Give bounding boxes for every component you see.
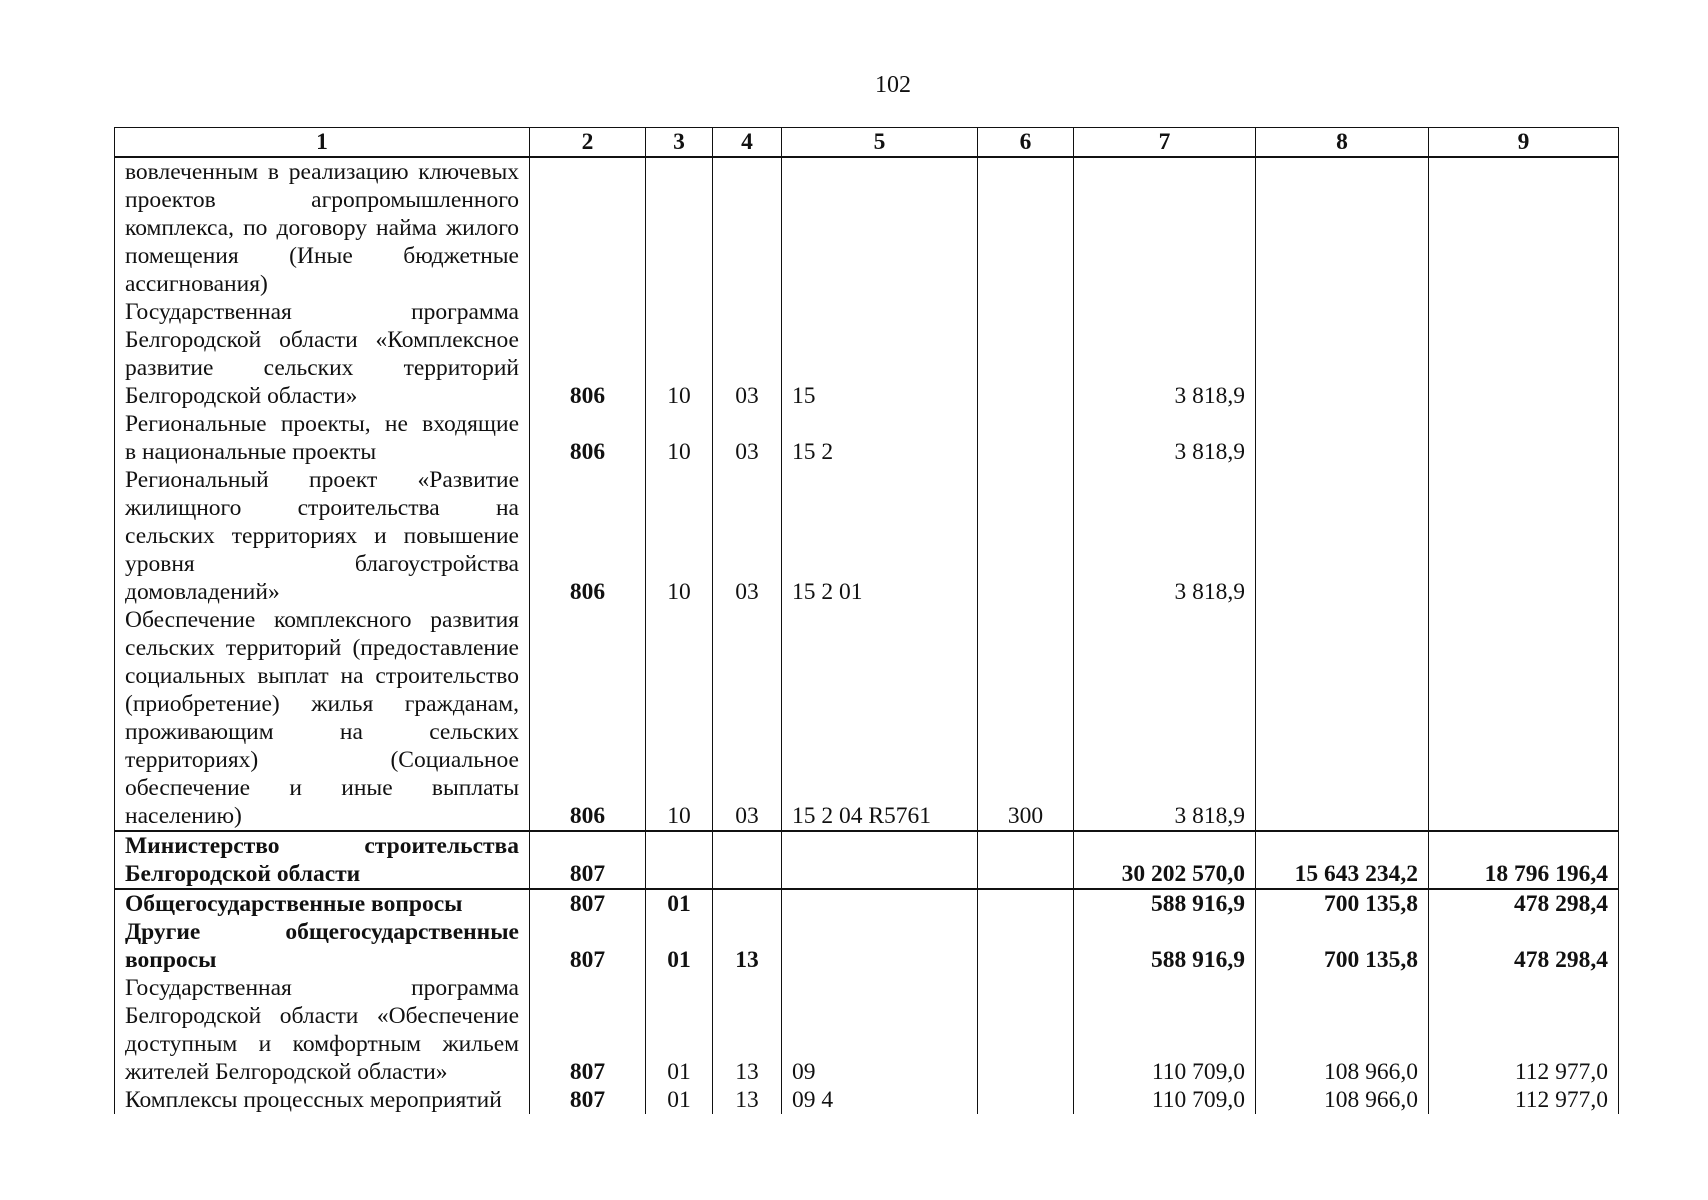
amount-year-2 xyxy=(1256,410,1429,466)
amount-year-3: 112 977,0 xyxy=(1429,1086,1619,1114)
amount-year-3 xyxy=(1429,466,1619,606)
row-name-line: жилищного строительства на xyxy=(125,495,519,521)
row-name-line: Другие общегосударственные xyxy=(125,919,519,945)
amount-year-1: 3 818,9 xyxy=(1074,410,1256,466)
section-code: 01 xyxy=(646,1086,713,1114)
row-name-line: населению) xyxy=(125,803,242,829)
row-name xyxy=(115,410,530,466)
subsection-code: 03 xyxy=(713,410,782,466)
ministry-code xyxy=(530,157,646,298)
row-name-line: комплекса, по договору найма жилого xyxy=(125,215,519,241)
amount-year-1: 588 916,9 xyxy=(1074,918,1256,974)
table-row xyxy=(115,889,1619,918)
row-name-line: сельских территорий (предоставление xyxy=(125,635,519,661)
row-name-line: Региональные проекты, не входящие xyxy=(125,411,519,437)
subsection-code: 13 xyxy=(713,1086,782,1114)
table-row xyxy=(115,298,1619,410)
amount-year-1: 3 818,9 xyxy=(1074,298,1256,410)
amount-year-2 xyxy=(1256,466,1429,606)
amount-year-2: 700 135,8 xyxy=(1256,889,1429,918)
section-code: 01 xyxy=(646,889,713,918)
subsection-code: 03 xyxy=(713,606,782,831)
row-name-line: проживающим на сельских xyxy=(125,719,519,745)
expense-type-code xyxy=(978,410,1074,466)
section-code: 01 xyxy=(646,974,713,1086)
row-name xyxy=(115,918,530,974)
amount-year-2 xyxy=(1256,298,1429,410)
row-name-line: Белгородской области «Обеспечение xyxy=(125,1003,519,1029)
column-header: 3 xyxy=(646,128,713,158)
amount-year-3: 478 298,4 xyxy=(1429,889,1619,918)
row-name-line: Общегосударственные вопросы xyxy=(125,891,463,917)
amount-year-3: 18 796 196,4 xyxy=(1429,831,1619,889)
target-article-code xyxy=(782,918,978,974)
amount-year-1: 30 202 570,0 xyxy=(1074,831,1256,889)
section-code: 01 xyxy=(646,918,713,974)
row-name-line: (приобретение) жилья гражданам, xyxy=(125,691,519,717)
ministry-code: 806 xyxy=(530,410,646,466)
row-name-line: Региональный проект «Развитие xyxy=(125,467,519,493)
amount-year-3 xyxy=(1429,157,1619,298)
row-name-line: уровня благоустройства xyxy=(125,551,519,577)
column-header: 5 xyxy=(782,128,978,158)
amount-year-3: 478 298,4 xyxy=(1429,918,1619,974)
target-article-code: 09 xyxy=(782,974,978,1086)
column-header: 9 xyxy=(1429,128,1619,158)
row-name-line: проектов агропромышленного xyxy=(125,187,519,213)
ministry-code: 807 xyxy=(530,974,646,1086)
column-header: 8 xyxy=(1256,128,1429,158)
ministry-code: 806 xyxy=(530,606,646,831)
table-row xyxy=(115,466,1619,606)
row-name xyxy=(115,606,530,831)
expense-type-code xyxy=(978,918,1074,974)
ministry-code: 806 xyxy=(530,466,646,606)
row-name-line: вопросы xyxy=(125,947,217,973)
row-name-line: ассигнования) xyxy=(125,271,268,297)
section-code: 10 xyxy=(646,606,713,831)
subsection-code xyxy=(713,889,782,918)
row-name xyxy=(115,831,530,889)
row-name xyxy=(115,889,530,918)
row-name xyxy=(115,1086,530,1114)
expense-type-code xyxy=(978,298,1074,410)
ministry-code: 807 xyxy=(530,889,646,918)
row-name-line: доступным и комфортным жильем xyxy=(125,1031,519,1057)
target-article-code: 15 2 01 xyxy=(782,466,978,606)
section-code xyxy=(646,157,713,298)
section-code: 10 xyxy=(646,466,713,606)
amount-year-2: 15 643 234,2 xyxy=(1256,831,1429,889)
ministry-code: 806 xyxy=(530,298,646,410)
subsection-code: 03 xyxy=(713,298,782,410)
subsection-code xyxy=(713,831,782,889)
target-article-code xyxy=(782,157,978,298)
expense-type-code xyxy=(978,1086,1074,1114)
page-number: 102 xyxy=(875,72,911,98)
target-article-code: 15 2 xyxy=(782,410,978,466)
row-name xyxy=(115,298,530,410)
amount-year-1: 110 709,0 xyxy=(1074,1086,1256,1114)
amount-year-3 xyxy=(1429,410,1619,466)
row-name xyxy=(115,974,530,1086)
expense-type-code: 300 xyxy=(978,606,1074,831)
row-name-line: социальных выплат на строительство xyxy=(125,663,519,689)
expense-type-code xyxy=(978,831,1074,889)
row-name-line: домовладений» xyxy=(125,579,280,605)
row-name-line: помещения (Иные бюджетные xyxy=(125,243,519,269)
row-name-line: Комплексы процессных мероприятий xyxy=(125,1087,502,1113)
expense-type-code xyxy=(978,157,1074,298)
target-article-code: 15 2 04 R5761 xyxy=(782,606,978,831)
column-header: 6 xyxy=(978,128,1074,158)
row-name-line: территориях) (Социальное xyxy=(125,747,519,773)
row-name-line: в национальные проекты xyxy=(125,439,377,465)
row-name-line: Министерство строительства xyxy=(125,833,519,859)
subsection-code: 13 xyxy=(713,918,782,974)
amount-year-3 xyxy=(1429,298,1619,410)
amount-year-2: 108 966,0 xyxy=(1256,1086,1429,1114)
expense-type-code xyxy=(978,466,1074,606)
ministry-code: 807 xyxy=(530,918,646,974)
amount-year-1: 588 916,9 xyxy=(1074,889,1256,918)
table-row xyxy=(115,831,1619,889)
ministry-code: 807 xyxy=(530,1086,646,1114)
section-code xyxy=(646,831,713,889)
table-body xyxy=(115,157,1619,1114)
row-name-line: жителей Белгородской области» xyxy=(125,1059,448,1085)
amount-year-1: 110 709,0 xyxy=(1074,974,1256,1086)
target-article-code: 15 xyxy=(782,298,978,410)
section-code: 10 xyxy=(646,410,713,466)
column-header: 2 xyxy=(530,128,646,158)
target-article-code xyxy=(782,889,978,918)
expense-type-code xyxy=(978,974,1074,1086)
column-header: 4 xyxy=(713,128,782,158)
row-name xyxy=(115,466,530,606)
row-name-line: Белгородской области xyxy=(125,861,361,887)
row-name-line: развитие сельских территорий xyxy=(125,355,519,381)
ministry-code: 807 xyxy=(530,831,646,889)
subsection-code xyxy=(713,157,782,298)
table-row xyxy=(115,974,1619,1086)
amount-year-2 xyxy=(1256,606,1429,831)
column-header: 1 xyxy=(115,128,530,158)
row-name-line: Государственная программа xyxy=(125,299,519,325)
table-row xyxy=(115,918,1619,974)
section-code: 10 xyxy=(646,298,713,410)
table-row xyxy=(115,410,1619,466)
amount-year-2: 108 966,0 xyxy=(1256,974,1429,1086)
amount-year-3: 112 977,0 xyxy=(1429,974,1619,1086)
subsection-code: 03 xyxy=(713,466,782,606)
target-article-code xyxy=(782,831,978,889)
column-header: 7 xyxy=(1074,128,1256,158)
table-row xyxy=(115,157,1619,298)
amount-year-1: 3 818,9 xyxy=(1074,606,1256,831)
amount-year-1: 3 818,9 xyxy=(1074,466,1256,606)
budget-table xyxy=(114,127,1619,1114)
target-article-code: 09 4 xyxy=(782,1086,978,1114)
table-row xyxy=(115,606,1619,831)
row-name-line: Обеспечение комплексного развития xyxy=(125,607,519,633)
row-name xyxy=(115,157,530,298)
row-name-line: обеспечение и иные выплаты xyxy=(125,775,519,801)
row-name-line: Белгородской области» xyxy=(125,383,358,409)
table-row xyxy=(115,1086,1619,1114)
amount-year-2: 700 135,8 xyxy=(1256,918,1429,974)
row-name-line: Белгородской области «Комплексное xyxy=(125,327,519,353)
expense-type-code xyxy=(978,889,1074,918)
header-row xyxy=(115,128,1619,158)
subsection-code: 13 xyxy=(713,974,782,1086)
amount-year-1 xyxy=(1074,157,1256,298)
amount-year-2 xyxy=(1256,157,1429,298)
row-name-line: сельских территориях и повышение xyxy=(125,523,519,549)
row-name-line: вовлеченным в реализацию ключевых xyxy=(125,159,519,185)
amount-year-3 xyxy=(1429,606,1619,831)
row-name-line: Государственная программа xyxy=(125,975,519,1001)
